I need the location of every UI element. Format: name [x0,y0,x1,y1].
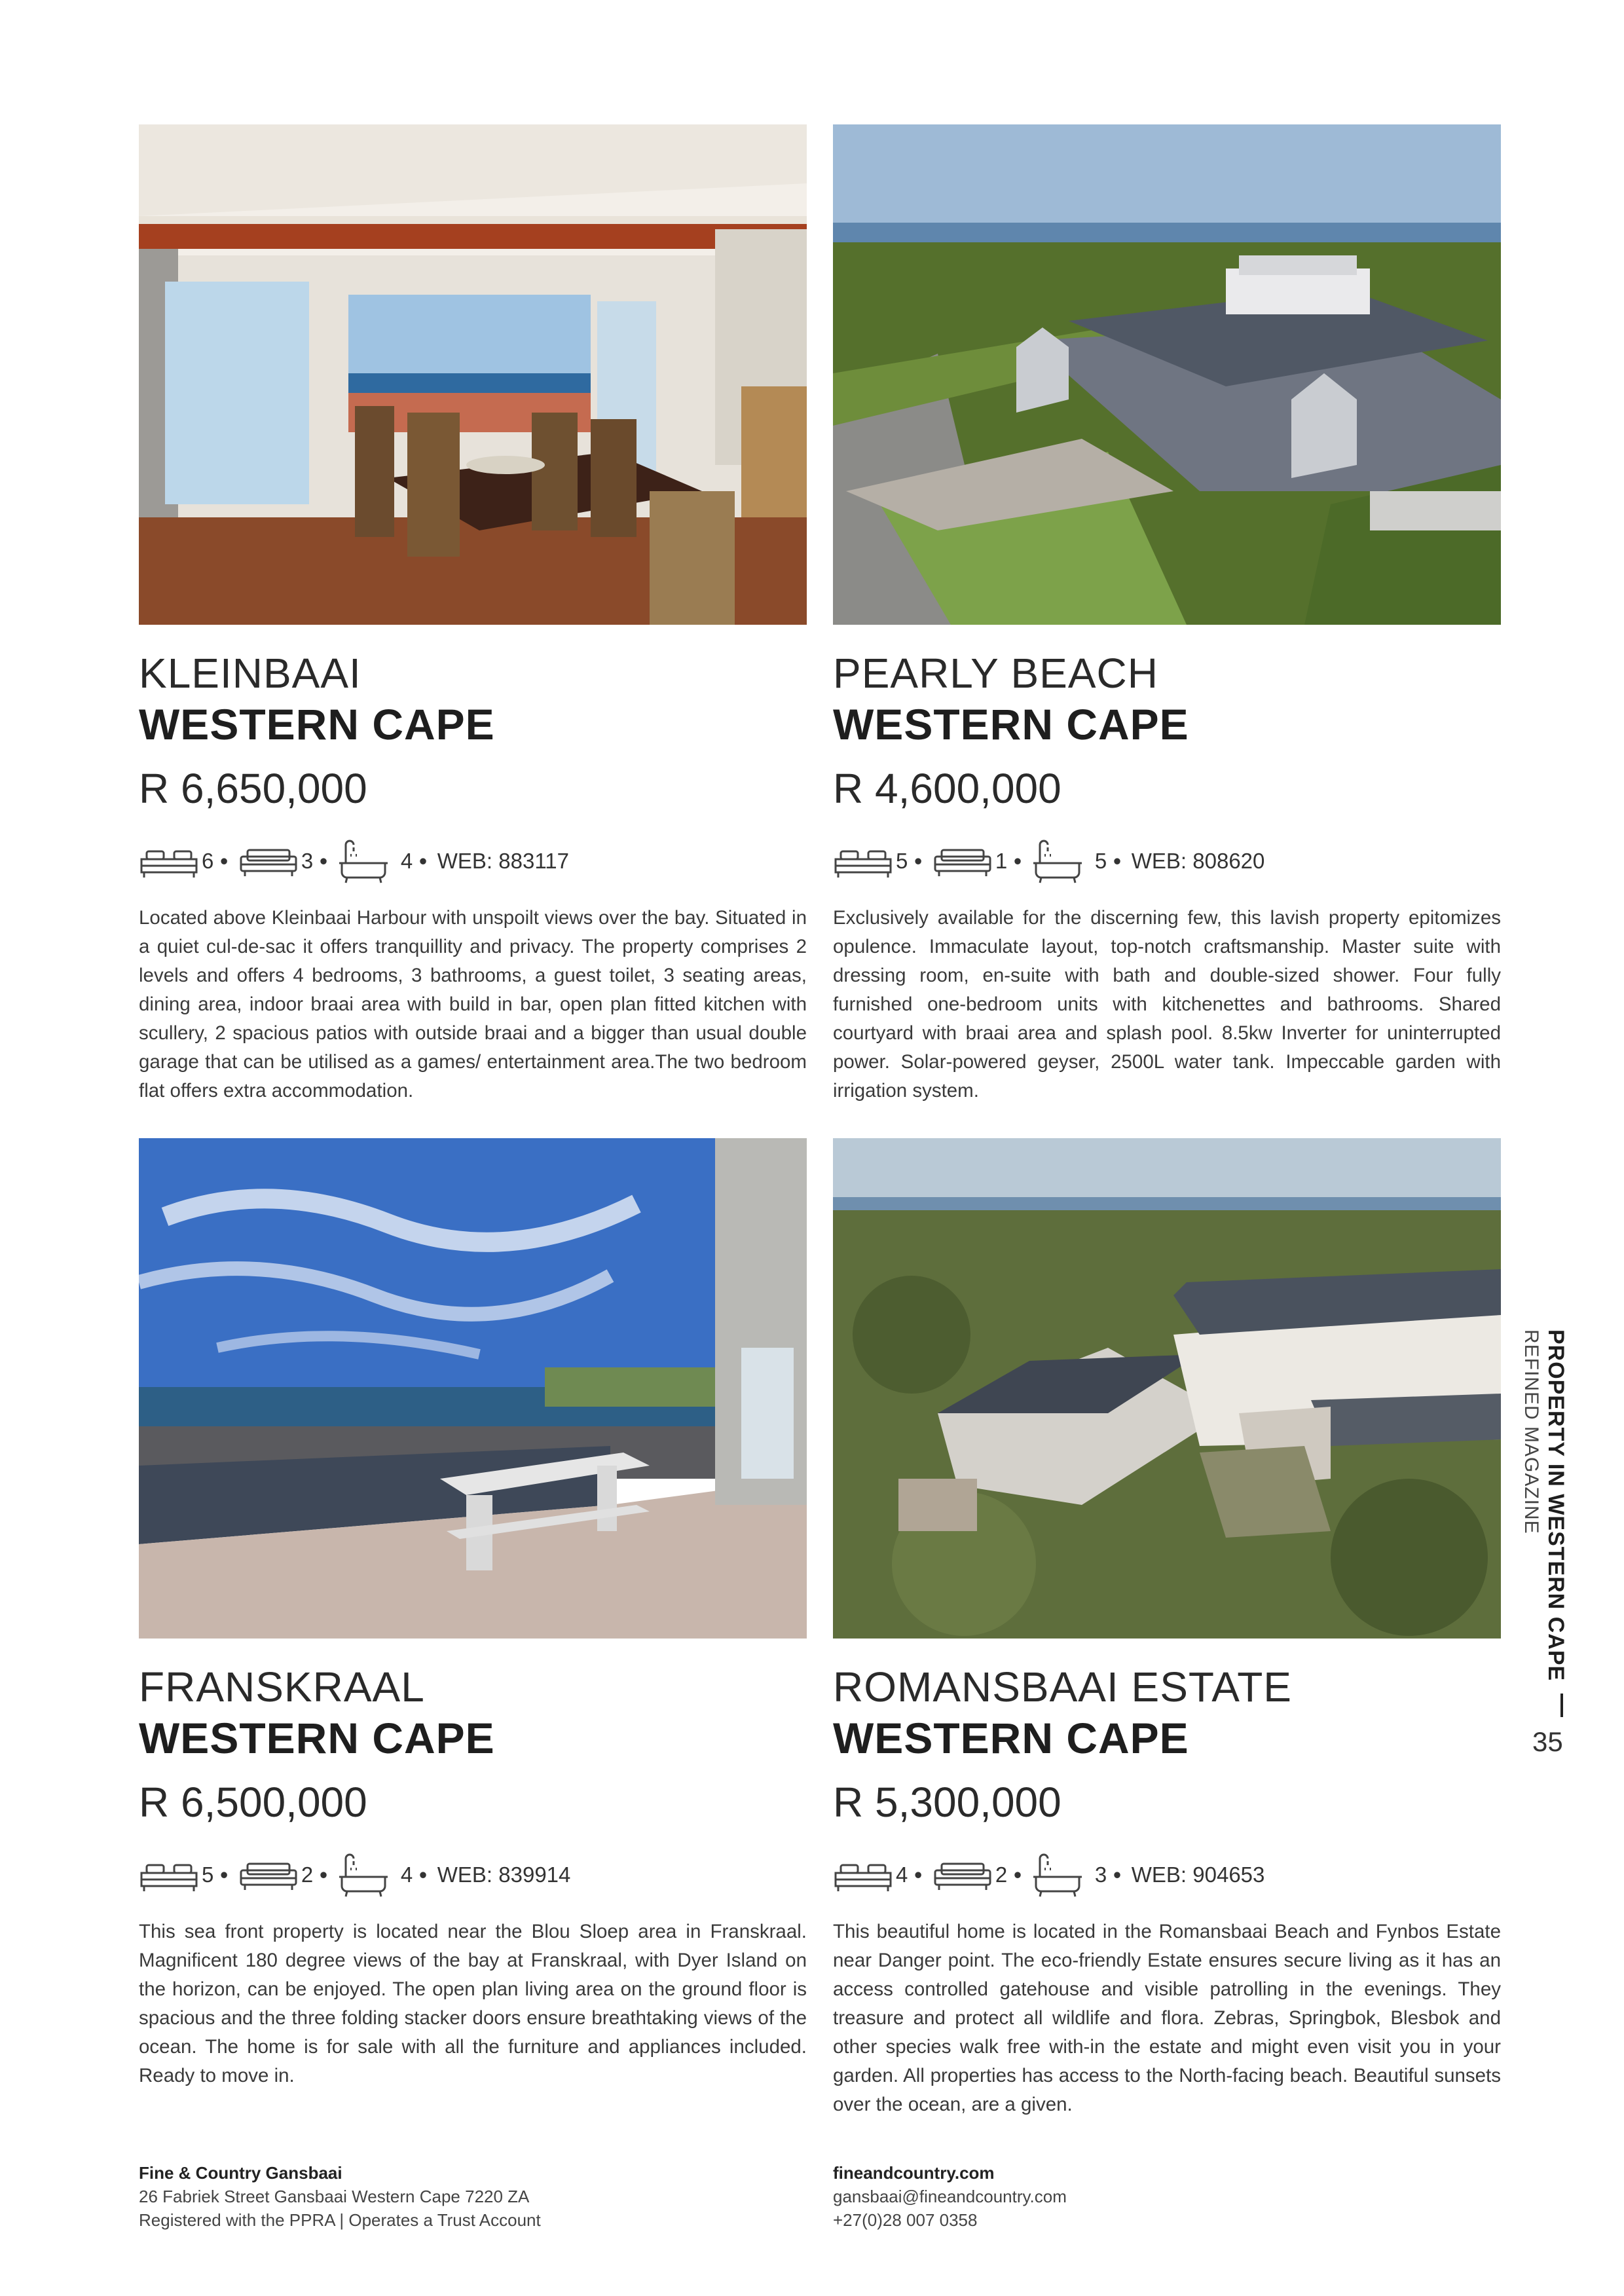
bathroom-count: 4 [400,1862,413,1887]
spec-separator: • [320,1862,327,1887]
office-name: Fine & Country Gansbaai [139,2163,342,2183]
bath-icon [1032,838,1083,884]
sidebar-divider [1560,1694,1563,1717]
bed-icon [139,842,199,880]
listing-specs [139,1852,570,1898]
listing-description: This beautiful home is located in the Romansbaai Beach and Fynbos Estate near Danger point. The eco-friendly Estate ensures secure living as it has an access controlled gatehouse and visible patrolling in the evenings. They treasure and protect all wildlife and flora. Zebras, Springbok, Blesbok and other species walk free with-in the estate and might even visit you in your garden. All properties has access to the North-facing beach. Beautiful sunsets over the ocean, are a given. [833,1921,1501,2115]
listing-region: WESTERN CAPE [139,1714,495,1762]
sofa-icon [932,1856,993,1894]
footer-contact [833,2161,1067,2232]
listing-location: PEARLY BEACH [833,650,1158,697]
listing-description: Exclusively available for the discerning few, this lavish property epitomizes opulence. Immaculate layout, top-notch craftsmanship. Master suite with dressing room, en-suite with bath and double-sized shower. Four fully furnished one-bedroom units with kitchenettes and bathrooms. Shared courtyard with braai area and splash pool. 8.5kw Inverter for uninterrupted power. Solar-powered geyser, 2500L water tank. Impeccable garden with irrigation system. [833,907,1501,1102]
email-link[interactable]: gansbaai@fineandcountry.com [833,2187,1067,2206]
estate-aerial-photo [833,1138,1501,1639]
listing-specs [833,838,1264,884]
bedroom-count: 5 [896,849,908,873]
bathroom-count: 4 [400,849,413,873]
listing-photo [139,1138,807,1639]
listing-location: ROMANSBAAI ESTATE [833,1663,1292,1711]
bedroom-count: 5 [202,1862,214,1887]
dining-room-photo [139,124,807,625]
section-title: PROPERTY IN WESTERN CAPE [1543,1329,1568,1682]
sofa-icon [238,842,299,880]
sea-patio-photo [139,1138,807,1639]
spec-separator: • [1014,1862,1022,1887]
spec-separator: • [419,1862,427,1887]
spec-separator: • [914,849,922,873]
phone-number: +27(0)28 007 0358 [833,2210,978,2230]
sofa-icon [238,1856,299,1894]
listing-price: R 6,500,000 [139,1779,367,1826]
bath-icon [338,838,389,884]
registration-note: Registered with the PPRA | Operates a Trust Account [139,2210,541,2230]
spec-separator: • [1014,849,1022,873]
lounge-count: 2 [301,1862,314,1887]
listing-photo [139,124,807,625]
listing-description: Located above Kleinbaai Harbour with unspoilt views over the bay. Situated in a quiet cul-de-sac it offers tranquillity and privacy. The property comprises 2 levels and offers 4 bedrooms, 3 bathrooms, a guest toilet, 3 seating areas, dining area, indoor braai area with build in bar, open plan fitted kitchen with scullery, 2 spacious patios with outside braai and a bigger than usual double garage that can be utilised as a games/ entertainment area.The two bedroom flat offers extra accommodation. [139,907,807,1102]
listing-photo [833,124,1501,625]
sofa-icon [932,842,993,880]
listing-location: KLEINBAAI [139,650,361,697]
spec-separator: • [220,849,228,873]
section-sidebar [1509,1329,1624,1683]
aerial-house-photo [833,124,1501,625]
listing-specs [139,838,569,884]
listing-region: WESTERN CAPE [139,700,495,749]
spec-separator: • [320,849,327,873]
web-reference: WEB: 839914 [437,1862,571,1887]
spec-separator: • [914,1862,922,1887]
spec-separator: • [1113,849,1121,873]
bath-icon [1032,1852,1083,1898]
listing-description: This sea front property is located near the Blou Sloep area in Franskraal. Magnificent 180 degree views of the bay at Franskraal, with Dyer Island on the horizon, can be enjoyed. The open plan living area on the ground floor is spacious and the three folding stacker doors ensure breathtaking views of the ocean. The home is for sale with all the furniture and appliances included. Ready to move in. [139,1921,807,2086]
listing-photo [833,1138,1501,1639]
spec-separator: • [220,1862,228,1887]
web-reference: WEB: 883117 [437,849,569,873]
spec-separator: • [1113,1862,1121,1887]
bathroom-count: 3 [1094,1862,1107,1887]
bed-icon [833,1856,893,1894]
page-number: 35 [1532,1726,1563,1757]
listing-price: R 4,600,000 [833,765,1061,812]
bedroom-count: 6 [202,849,214,873]
web-reference: WEB: 808620 [1131,849,1265,873]
office-address: 26 Fabriek Street Gansbaai Western Cape 7220 ZA [139,2187,530,2206]
listing-region: WESTERN CAPE [833,700,1189,749]
lounge-count: 3 [301,849,314,873]
footer-office [139,2161,541,2232]
website-link[interactable]: fineandcountry.com [833,2163,995,2183]
listing-specs [833,1852,1264,1898]
listing-price: R 5,300,000 [833,1779,1061,1826]
bed-icon [139,1856,199,1894]
spec-separator: • [419,849,427,873]
web-reference: WEB: 904653 [1131,1862,1265,1887]
listing-region: WESTERN CAPE [833,1714,1189,1762]
magazine-name: REFINED MAGAZINE [1521,1329,1542,1534]
listing-location: FRANSKRAAL [139,1663,425,1711]
bed-icon [833,842,893,880]
bedroom-count: 4 [896,1862,908,1887]
lounge-count: 2 [995,1862,1008,1887]
bathroom-count: 5 [1094,849,1107,873]
listing-price: R 6,650,000 [139,765,367,812]
bath-icon [338,1852,389,1898]
lounge-count: 1 [995,849,1008,873]
